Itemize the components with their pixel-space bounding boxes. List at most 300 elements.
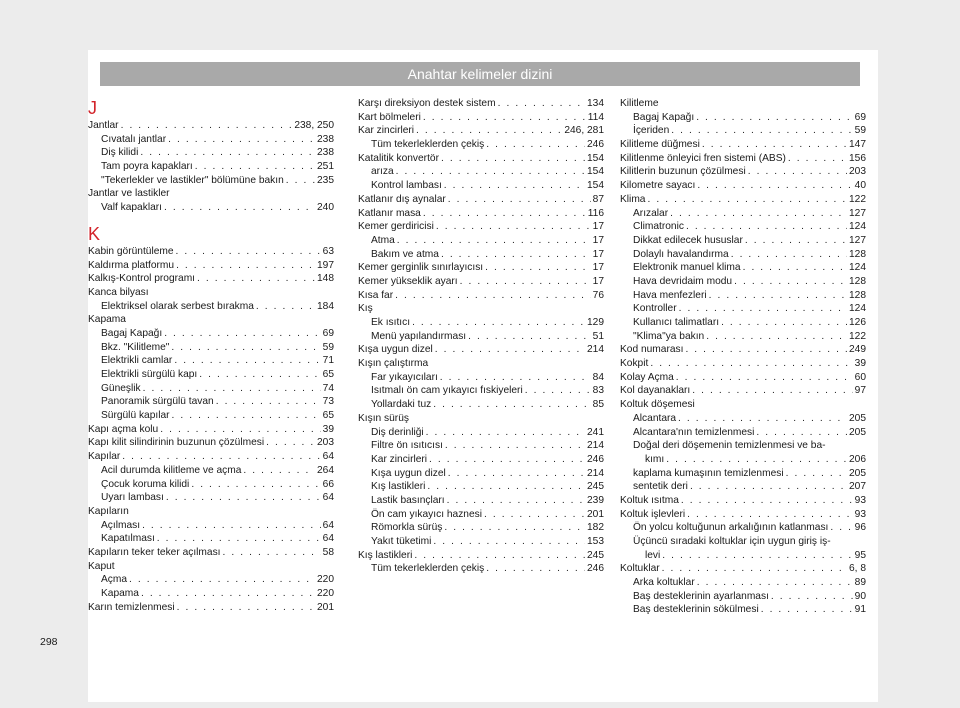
dot-leader	[692, 384, 852, 398]
dot-leader	[484, 508, 585, 522]
index-entry	[358, 521, 604, 535]
entry-label: Kemer gerginlik sınırlayıcısı	[358, 262, 484, 274]
entry-page: 201	[587, 508, 604, 520]
index-entry	[358, 562, 604, 576]
entry-page: 214	[587, 440, 604, 452]
entry-page: 246	[587, 563, 604, 575]
entry-label: Kısa far	[358, 289, 394, 301]
entry-page: 64	[322, 519, 334, 531]
dot-leader	[678, 412, 847, 426]
dot-leader	[199, 368, 320, 382]
index-entry	[358, 371, 604, 385]
entry-label: Kışın sürüş	[358, 412, 409, 424]
dot-leader	[141, 587, 315, 601]
entry-page: 74	[322, 382, 334, 394]
dot-leader	[444, 179, 585, 193]
entry-label: Üçüncü sıradaki koltuklar için uygun giriş iş-	[633, 536, 831, 547]
index-entry	[620, 357, 866, 371]
index-entry	[358, 275, 604, 289]
page-header: Anahtar kelimeler dizini	[100, 62, 860, 86]
entry-label: Kol dayanakları	[620, 385, 691, 397]
entry-label: Filtre ön ısıtıcısı	[371, 440, 443, 452]
entry-label: Tüm tekerleklerden çekiş	[371, 563, 485, 575]
index-entry	[88, 546, 334, 560]
entry-page: 203	[317, 437, 334, 449]
dot-leader	[429, 453, 585, 467]
entry-page: 58	[322, 546, 334, 558]
entry-label: Kontroller	[633, 303, 677, 315]
entry-page: 129	[587, 317, 604, 328]
index-entry	[88, 286, 334, 300]
index-entry	[88, 478, 334, 492]
entry-page: 134	[587, 98, 604, 109]
dot-leader	[761, 603, 853, 617]
dot-leader	[447, 494, 585, 508]
entry-label: Katlanır masa	[358, 207, 421, 219]
entry-page: 184	[317, 300, 334, 312]
index-entry	[620, 508, 866, 522]
entry-page: 214	[587, 344, 604, 356]
entry-label: Kod numarası	[620, 344, 684, 356]
entry-page: 71	[322, 355, 334, 367]
entry-page: 91	[854, 604, 866, 616]
entry-page: 205	[849, 426, 866, 438]
dot-leader	[771, 590, 853, 604]
index-entry	[88, 573, 334, 587]
dot-leader	[195, 160, 315, 174]
dot-leader	[121, 119, 293, 133]
entry-page: 245	[587, 481, 604, 493]
index-entry	[620, 371, 866, 385]
dot-leader	[435, 343, 585, 357]
dot-leader	[486, 138, 585, 152]
dot-leader	[397, 234, 591, 248]
entry-label: Bkz. "Kilitleme"	[101, 341, 170, 353]
entry-label: Atma	[371, 234, 395, 246]
entry-label: Yakıt tüketimi	[371, 536, 432, 547]
entry-label: Kokpit	[620, 358, 649, 370]
entry-page: 39	[322, 423, 334, 435]
dot-leader	[690, 480, 847, 494]
entry-page: 220	[317, 588, 334, 599]
dot-leader	[172, 409, 321, 423]
entry-page: 154	[587, 166, 604, 178]
dot-leader	[426, 426, 585, 440]
index-entry	[358, 193, 604, 207]
entry-page: 205	[849, 412, 866, 424]
entry-label: Diş derinliği	[371, 426, 424, 438]
index-entry	[88, 382, 334, 396]
section-letter: J	[88, 98, 97, 118]
entry-label: Hava devridaim modu	[633, 275, 733, 287]
index-entry	[88, 395, 334, 409]
dot-leader	[721, 316, 847, 330]
dot-leader	[650, 357, 852, 371]
dot-leader	[441, 248, 591, 262]
index-entry	[620, 248, 866, 262]
entry-page: 87	[592, 193, 604, 205]
entry-page: 238	[317, 133, 334, 145]
index-entry	[88, 300, 334, 314]
dot-leader	[427, 480, 585, 494]
dot-leader	[786, 467, 847, 481]
dot-leader	[756, 426, 847, 440]
dot-leader	[197, 272, 315, 286]
entry-page: 238, 250	[294, 120, 334, 131]
entry-page: 220	[317, 574, 334, 586]
entry-page: 69	[854, 111, 866, 123]
entry-page: 246	[587, 139, 604, 151]
index-entry	[620, 316, 866, 330]
entry-page: 246, 281	[564, 125, 604, 137]
dot-leader	[681, 494, 853, 508]
dot-leader	[709, 289, 847, 303]
entry-page: 205	[849, 467, 866, 479]
entry-label: Römorkla sürüş	[371, 522, 443, 534]
index-entry	[358, 343, 604, 357]
entry-label: Kapılar	[88, 451, 121, 463]
entry-label: Valf kapakları	[101, 202, 162, 214]
index-entry	[358, 398, 604, 412]
index-entry	[620, 165, 866, 179]
index-entry	[88, 174, 334, 188]
entry-page: 114	[587, 111, 604, 123]
entry-page: 122	[849, 330, 866, 342]
entry-label: "Tekerlekler ve lastikler" bölümüne bakın	[101, 174, 284, 186]
index-entry	[358, 508, 604, 522]
dot-leader	[160, 423, 320, 437]
index-entry	[620, 398, 866, 412]
entry-label: Kart bölmeleri	[358, 111, 421, 123]
index-entry	[358, 426, 604, 440]
dot-leader	[396, 165, 585, 179]
dot-leader	[662, 562, 847, 576]
dot-leader	[448, 467, 585, 481]
index-entry	[620, 220, 866, 234]
entry-label: Katalitik konvertör	[358, 152, 439, 164]
entry-label: Klima	[620, 193, 646, 205]
entry-label: Kar zincirleri	[371, 453, 428, 465]
index-entry	[88, 532, 334, 546]
index-entry	[88, 245, 334, 259]
dot-leader	[830, 521, 852, 535]
index-entry	[358, 165, 604, 179]
index-entry	[88, 354, 334, 368]
index-entry	[88, 327, 334, 341]
entry-label: Koltuk döşemesi	[620, 399, 695, 411]
index-entry	[620, 603, 866, 617]
entry-page: 63	[322, 245, 334, 257]
dot-leader	[685, 343, 847, 357]
index-entry	[358, 467, 604, 481]
entry-page: 39	[854, 358, 866, 370]
dot-leader	[423, 111, 586, 125]
entry-page: 147	[849, 139, 866, 151]
entry-page: 235	[317, 174, 334, 186]
entry-label: Bagaj Kapağı	[633, 111, 695, 123]
entry-label: Arızalar	[633, 207, 669, 219]
entry-page: 93	[854, 494, 866, 506]
dot-leader	[157, 532, 321, 546]
entry-label: Kabin görüntüleme	[88, 245, 174, 257]
dot-leader	[243, 464, 315, 478]
index-entry	[620, 384, 866, 398]
index-entry	[620, 576, 866, 590]
entry-label: Bakım ve atma	[371, 248, 439, 260]
entry-label: Koltuk işlevleri	[620, 508, 686, 520]
index-entry	[88, 146, 334, 160]
entry-page: 154	[587, 152, 604, 164]
index-entry	[88, 201, 334, 215]
entry-label: Kapama	[101, 588, 139, 599]
entry-page: 182	[587, 522, 604, 534]
entry-label: Kilitleme	[620, 98, 659, 109]
dot-leader	[647, 193, 847, 207]
entry-page: 76	[592, 289, 604, 301]
dot-leader	[176, 245, 321, 259]
index-entry	[358, 330, 604, 344]
index-entry	[620, 138, 866, 152]
entry-label: Climatronic	[633, 221, 684, 233]
entry-page: 203	[849, 166, 866, 178]
index-entry	[88, 272, 334, 286]
index-entry	[88, 560, 334, 574]
entry-label: Elektrikli camlar	[101, 355, 173, 367]
entry-label: Alcantara	[633, 412, 677, 424]
entry-label: Lastik basınçları	[371, 494, 445, 506]
entry-page: 64	[322, 533, 334, 545]
dot-leader	[731, 248, 847, 262]
entry-label: Kemer yükseklik ayarı	[358, 275, 458, 287]
index-entry	[620, 412, 866, 426]
dot-leader	[743, 261, 847, 275]
entry-label: Kullanıcı talimatları	[633, 317, 720, 328]
dot-leader	[256, 300, 315, 314]
entry-label: Açılması	[101, 519, 141, 531]
index-entry	[358, 412, 604, 426]
index-entry	[358, 535, 604, 549]
entry-page: 124	[849, 262, 866, 274]
entry-page: 66	[322, 478, 334, 490]
entry-label: Karın temizlenmesi	[88, 601, 175, 613]
index-entry	[88, 259, 334, 273]
entry-label: Kilometre sayacı	[620, 180, 696, 192]
entry-page: 83	[592, 385, 604, 397]
dot-leader	[485, 261, 591, 275]
dot-leader	[498, 97, 585, 111]
entry-label: Elektriksel olarak serbest bırakma	[101, 300, 254, 312]
index-entry	[620, 453, 866, 467]
index-entry	[620, 521, 866, 535]
index-entry	[620, 426, 866, 440]
entry-label: Kapatılması	[101, 533, 155, 545]
entry-page: 40	[854, 180, 866, 192]
index-entry	[88, 450, 334, 464]
index-entry	[358, 302, 604, 316]
index-entry	[358, 234, 604, 248]
dot-leader	[164, 327, 320, 341]
entry-label: Jantlar ve lastikler	[88, 188, 170, 200]
dot-leader	[129, 573, 315, 587]
entry-page: 17	[592, 248, 604, 260]
dot-leader	[444, 521, 585, 535]
entry-label: Far yıkayıcıları	[371, 371, 438, 383]
dot-leader	[706, 330, 847, 344]
index-entry	[620, 152, 866, 166]
dot-leader	[177, 601, 315, 615]
entry-label: levi	[645, 549, 661, 561]
entry-label: Güneşlik	[101, 382, 141, 394]
dot-leader	[433, 398, 590, 412]
index-entry	[358, 220, 604, 234]
entry-page: 85	[592, 399, 604, 411]
index-entry	[620, 179, 866, 193]
dot-leader	[266, 436, 315, 450]
entry-label: Baş desteklerinin ayarlanması	[633, 590, 769, 602]
index-column-2	[358, 97, 604, 576]
index-entry	[358, 357, 604, 371]
index-entry	[620, 494, 866, 508]
dot-leader	[460, 275, 591, 289]
entry-label: Acil durumda kilitleme ve açma	[101, 464, 242, 476]
index-entry	[620, 562, 866, 576]
dot-leader	[433, 535, 585, 549]
dot-leader	[697, 576, 853, 590]
index-entry	[88, 423, 334, 437]
entry-page: 156	[849, 152, 866, 164]
dot-leader	[486, 562, 585, 576]
dot-leader	[140, 146, 315, 160]
entry-page: 93	[854, 508, 866, 520]
entry-label: Isıtmalı ön cam yıkayıcı fıskiyeleri	[371, 385, 523, 397]
entry-page: 246	[587, 453, 604, 465]
index-entry	[88, 601, 334, 615]
dot-leader	[176, 259, 315, 273]
dot-leader	[734, 275, 847, 289]
entry-page: 127	[849, 207, 866, 219]
entry-label: Kapıların	[88, 505, 129, 517]
entry-label: Kilitlenme önleyici fren sistemi (ABS)	[620, 152, 786, 164]
entry-label: Dolaylı havalandırma	[633, 248, 729, 260]
dot-leader	[687, 508, 853, 522]
dot-leader	[448, 193, 591, 207]
entry-label: Elektrikli sürgülü kapı	[101, 369, 198, 380]
entry-page: 201	[317, 601, 334, 613]
entry-page: 17	[592, 221, 604, 233]
index-entry	[620, 590, 866, 604]
entry-label: "Klima"ya bakın	[633, 330, 705, 342]
dot-leader	[788, 152, 847, 166]
entry-page: 69	[322, 327, 334, 339]
entry-page: 239	[587, 494, 604, 506]
entry-label: Ön cam yıkayıcı haznesi	[371, 508, 482, 520]
entry-page: 128	[849, 275, 866, 287]
entry-label: Katlanır dış aynalar	[358, 193, 446, 205]
entry-label: Kaldırma platformu	[88, 259, 175, 271]
dot-leader	[441, 152, 585, 166]
index-entry	[358, 439, 604, 453]
dot-leader	[525, 384, 591, 398]
index-entry	[358, 97, 604, 111]
entry-label: Kar zincirleri	[358, 125, 415, 137]
entry-page: 64	[322, 451, 334, 463]
entry-page: 17	[592, 262, 604, 274]
entry-page: 126	[849, 317, 866, 328]
index-entry	[620, 330, 866, 344]
entry-label: Kemer gerdiricisi	[358, 221, 434, 233]
index-column-3	[620, 97, 866, 617]
entry-label: Kış lastikleri	[358, 549, 413, 561]
dot-leader	[662, 549, 852, 563]
dot-leader	[191, 478, 320, 492]
index-entry	[358, 494, 604, 508]
entry-label: Kilitleme düğmesi	[620, 139, 700, 151]
index-entry	[358, 289, 604, 303]
entry-page: 59	[854, 125, 866, 137]
entry-page: 95	[854, 549, 866, 561]
entry-label: Ek ısıtıcı	[371, 317, 411, 328]
entry-label: Dikkat edilecek hususlar	[633, 234, 743, 246]
index-entry	[358, 316, 604, 330]
entry-label: Doğal deri döşemenin temizlenmesi ve ba-	[633, 440, 826, 452]
index-entry	[88, 160, 334, 174]
index-entry	[88, 133, 334, 147]
dot-leader	[423, 207, 586, 221]
index-entry	[358, 138, 604, 152]
entry-page: 64	[322, 492, 334, 504]
index-entry	[620, 275, 866, 289]
index-entry	[358, 124, 604, 138]
entry-label: Kış lastikleri	[371, 481, 426, 493]
entry-page: 65	[322, 410, 334, 422]
dot-leader	[223, 546, 321, 560]
entry-page: 89	[854, 577, 866, 589]
entry-page: 51	[592, 330, 604, 342]
entry-page: 249	[849, 344, 866, 356]
dot-leader	[745, 234, 847, 248]
index-entry	[88, 436, 334, 450]
index-entry	[88, 587, 334, 601]
entry-page: 238	[317, 147, 334, 159]
entry-page: 245	[587, 549, 604, 561]
entry-label: Yollardaki tuz	[371, 399, 432, 411]
section-letter: K	[88, 223, 101, 244]
dot-leader	[440, 371, 591, 385]
index-entry	[620, 549, 866, 563]
index-entry	[620, 207, 866, 221]
index-entry	[358, 549, 604, 563]
entry-label: Alcantara'nın temizlenmesi	[633, 426, 755, 438]
index-entry	[88, 409, 334, 423]
entry-page: 122	[849, 193, 866, 205]
entry-label: Ön yolcu koltuğunun arkalığının katlanması	[633, 522, 829, 534]
index-entry	[88, 505, 334, 519]
entry-page: 90	[854, 590, 866, 602]
dot-leader	[168, 133, 315, 147]
entry-label: Kapı kilit silindirinin buzunun çözülmesi	[88, 437, 265, 449]
dot-leader	[670, 207, 847, 221]
dot-leader	[164, 201, 315, 215]
index-entry	[620, 343, 866, 357]
dot-leader	[676, 371, 853, 385]
dot-leader	[666, 453, 847, 467]
entry-page: 60	[854, 371, 866, 383]
entry-page: 206	[849, 453, 866, 465]
index-entry	[620, 439, 866, 453]
entry-label: Kışa uygun dizel	[358, 344, 433, 356]
index-entry	[88, 187, 334, 201]
index-entry	[620, 234, 866, 248]
